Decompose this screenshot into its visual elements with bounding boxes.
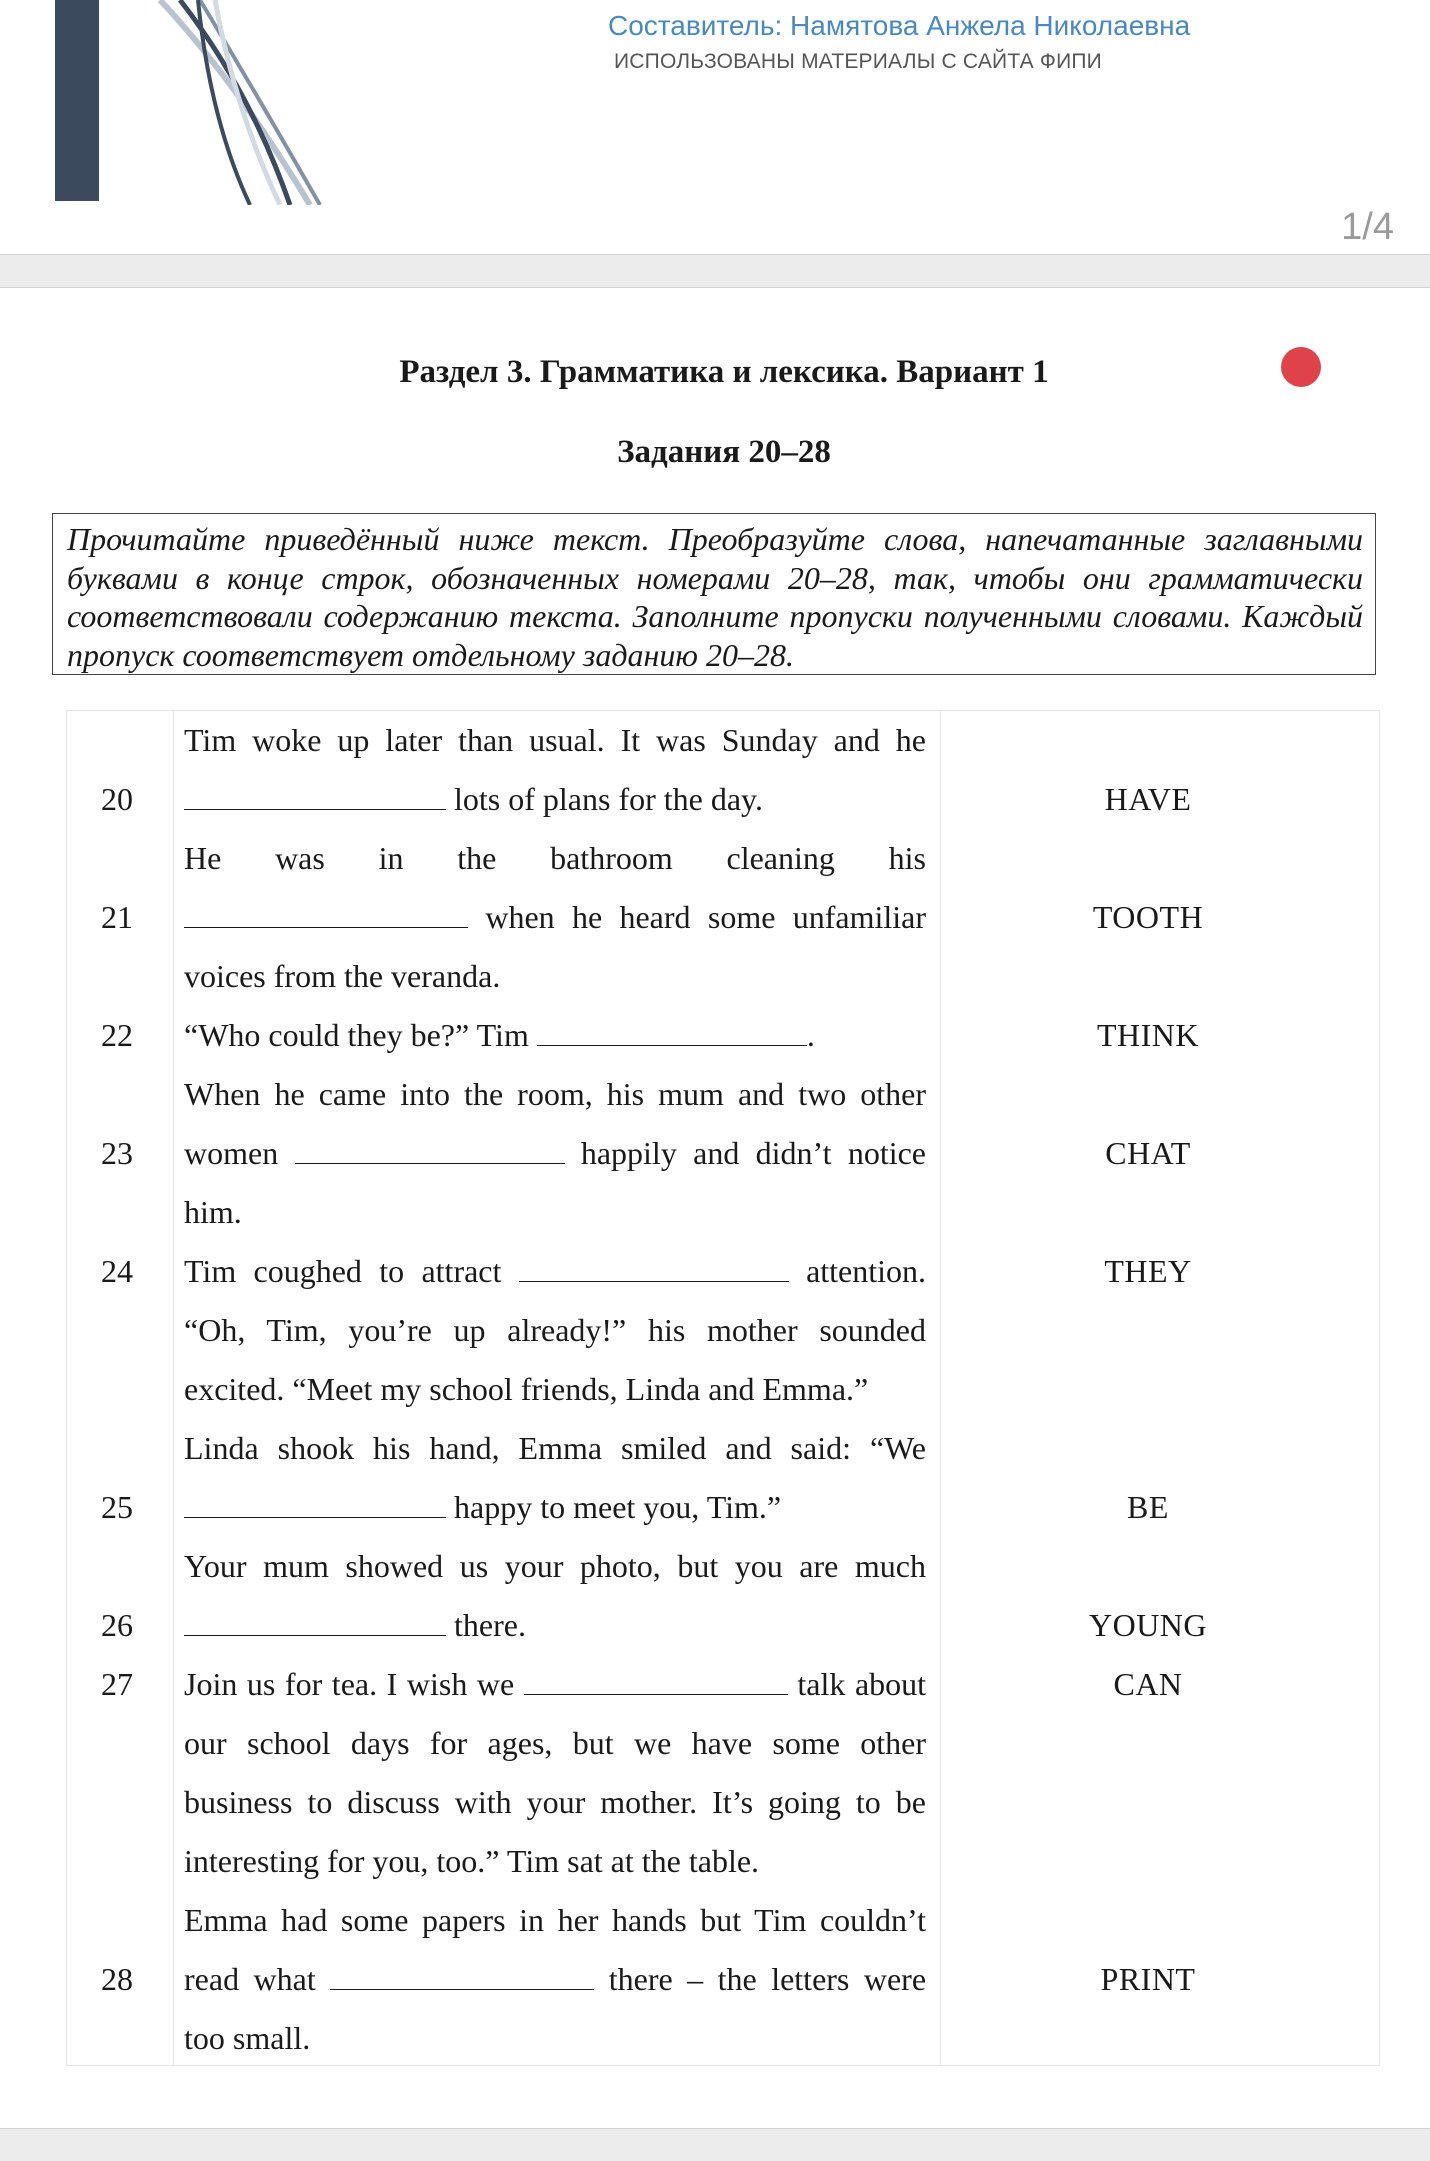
task-text: He was in the bathroom cleaning his — [184, 840, 926, 876]
text-before-blank: women — [184, 1135, 279, 1171]
key-word: BE — [1127, 1489, 1169, 1525]
text-after-blank: . — [806, 1017, 815, 1053]
task-text: Linda shook his hand, Emma smiled and said: “We — [184, 1430, 926, 1466]
author-line: Составитель: Намятова Анжела Николаевна — [608, 10, 1191, 41]
section-title: Раздел 3. Грамматика и лексика. Вариант 1 — [399, 354, 1049, 390]
answer-blank[interactable] — [184, 891, 468, 928]
table-row — [67, 1360, 1381, 1419]
text-before-blank: “Who could they be?” Tim — [184, 1017, 529, 1053]
source-line: ИСПОЛЬЗОВАНЫ МАТЕРИАЛЫ С САЙТА ФИПИ — [614, 50, 1102, 73]
task-text: too small. — [184, 2020, 311, 2056]
key-word: HAVE — [1104, 781, 1192, 817]
answer-blank[interactable] — [184, 1599, 446, 1636]
table-row — [67, 947, 1381, 1006]
answer-blank[interactable] — [184, 1481, 446, 1518]
table-row — [67, 1714, 1381, 1773]
text-before-blank: Join us for tea. I wish we — [184, 1666, 515, 1702]
task-number: 25 — [101, 1489, 133, 1525]
text-after-blank: when he heard some unfamiliar — [485, 899, 926, 935]
task-number: 24 — [101, 1253, 133, 1289]
tasks-title: Задания 20–28 — [617, 434, 831, 470]
key-word: YOUNG — [1088, 1607, 1208, 1643]
task-text: Emma had some papers in her hands but Tim couldn’t — [184, 1902, 926, 1938]
table-row — [67, 2009, 1381, 2068]
header-decor-lines — [140, 0, 340, 205]
task-text — [184, 1478, 926, 1537]
table-row — [67, 1419, 1381, 1478]
task-text — [184, 770, 926, 829]
text-after-blank: lots of plans for the day. — [454, 781, 763, 817]
instructions-box: Прочитайте приведённый ниже текст. Преобразуйте слова, напечатанные заглавными буквами в конце строк, обозначенных номерами 20–28, так, чтобы они грамматически соответствовали содержанию текста. Заполните пропуски полученными словами. Каждый пропуск соответствует отдельному заданию 20–28. — [52, 513, 1376, 675]
page-separator — [0, 254, 1430, 288]
page-indicator: 1/4 — [1341, 206, 1394, 248]
key-word: TOOTH — [1092, 899, 1204, 935]
task-text: excited. “Meet my school friends, Linda and Emma.” — [184, 1371, 869, 1407]
task-number: 23 — [101, 1135, 133, 1171]
text-after-blank: there. — [454, 1607, 526, 1643]
table-row — [67, 1891, 1381, 1950]
task-text: Tim woke up later than usual. It was Sunday and he — [184, 722, 926, 758]
task-number: 28 — [101, 1961, 133, 1997]
task-number: 22 — [101, 1017, 133, 1053]
task-text: business to discuss with your mother. It’s going to be — [184, 1784, 926, 1820]
answer-blank[interactable] — [295, 1127, 565, 1164]
table-row — [67, 1242, 1381, 1301]
table-row — [67, 1832, 1381, 1891]
task-text: our school days for ages, but we have some other — [184, 1725, 926, 1761]
table-row — [67, 1478, 1381, 1537]
task-table — [66, 710, 1380, 2066]
table-row — [67, 1950, 1381, 2009]
task-text: When he came into the room, his mum and two other — [184, 1076, 926, 1112]
text-before-blank: Tim coughed to attract — [184, 1253, 502, 1289]
text-before-blank: read what — [184, 1961, 316, 1997]
task-text — [184, 1242, 926, 1301]
table-row — [67, 1773, 1381, 1832]
answer-blank[interactable] — [524, 1658, 788, 1695]
task-number: 20 — [101, 781, 133, 817]
table-row — [67, 1183, 1381, 1242]
answer-blank[interactable] — [184, 773, 446, 810]
table-row — [67, 770, 1381, 829]
table-row — [67, 888, 1381, 947]
task-text — [184, 1006, 926, 1065]
task-number: 26 — [101, 1607, 133, 1643]
key-word: THEY — [1104, 1253, 1192, 1289]
table-row — [67, 1065, 1381, 1124]
answer-blank[interactable] — [330, 1953, 594, 1990]
task-text: “Oh, Tim, you’re up already!” his mother sounded — [184, 1312, 926, 1348]
text-after-blank: talk about — [797, 1666, 926, 1702]
task-text — [184, 1655, 926, 1714]
table-row — [67, 1655, 1381, 1714]
task-number: 27 — [101, 1666, 133, 1702]
text-after-blank: happy to meet you, Tim.” — [454, 1489, 782, 1525]
document-header — [0, 0, 1430, 252]
key-word: CAN — [1113, 1666, 1183, 1702]
task-text: Your mum showed us your photo, but you are much — [184, 1548, 926, 1584]
table-row — [67, 1537, 1381, 1596]
text-after-blank: happily and didn’t notice — [580, 1135, 926, 1171]
answer-blank[interactable] — [537, 1009, 807, 1046]
task-text — [184, 1950, 926, 2009]
table-row — [67, 829, 1381, 888]
table-row — [67, 1006, 1381, 1065]
task-text — [184, 888, 926, 947]
header-decor-bar — [55, 0, 99, 201]
key-word: PRINT — [1100, 1961, 1196, 1997]
task-text: him. — [184, 1194, 242, 1230]
table-row — [67, 1301, 1381, 1360]
task-text: interesting for you, too.” Tim sat at the table. — [184, 1843, 760, 1879]
key-word: THINK — [1096, 1017, 1200, 1053]
text-after-blank: there – the letters were — [608, 1961, 926, 1997]
table-row — [67, 711, 1381, 770]
answer-blank[interactable] — [519, 1245, 789, 1282]
task-text — [184, 1596, 926, 1655]
table-row — [67, 1596, 1381, 1655]
page-separator — [0, 2128, 1430, 2161]
task-text: voices from the veranda. — [184, 958, 501, 994]
task-number: 21 — [101, 899, 133, 935]
task-text — [184, 1124, 926, 1183]
text-after-blank: attention. — [806, 1253, 926, 1289]
table-row — [67, 1124, 1381, 1183]
key-word: CHAT — [1105, 1135, 1191, 1171]
